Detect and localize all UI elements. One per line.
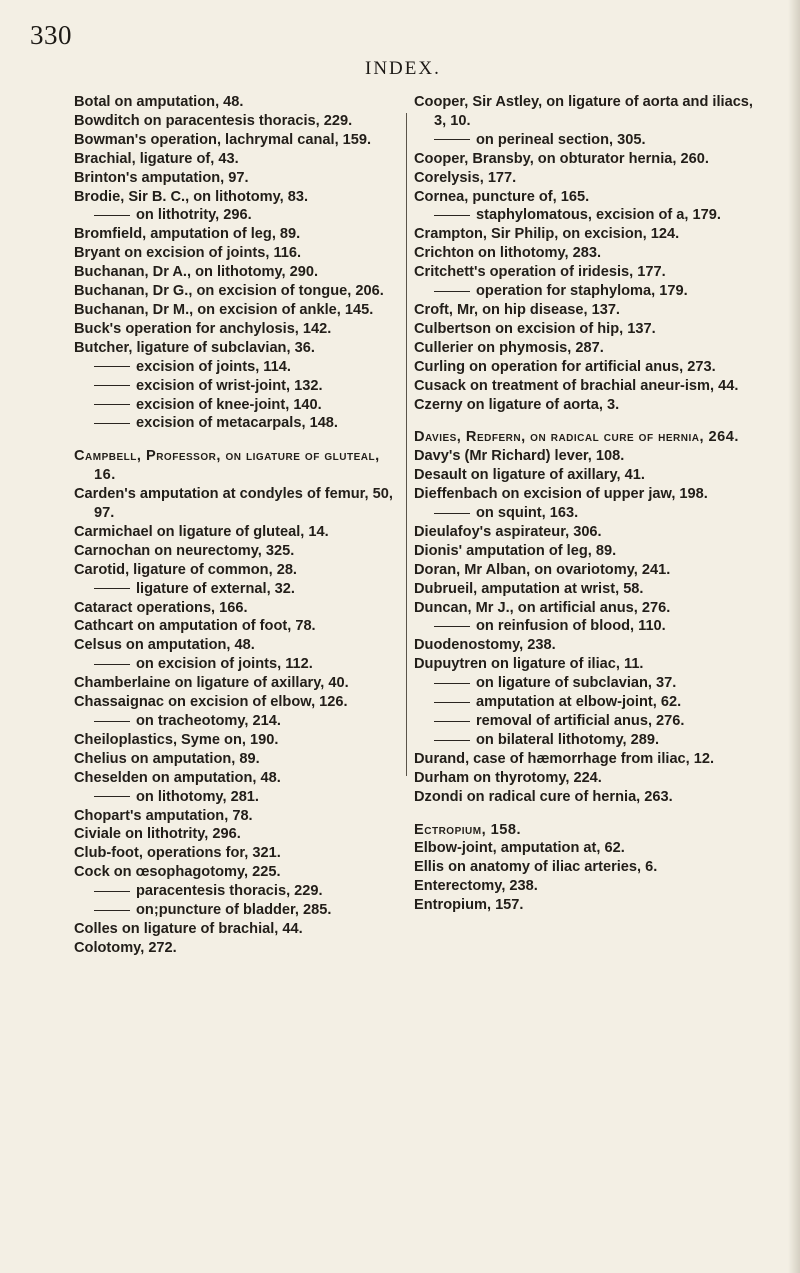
entry-text: on ligature of subclavian, 37.	[476, 675, 677, 692]
index-entry	[414, 320, 758, 339]
page-edge-shadow	[788, 0, 800, 1273]
entry-text: on squint, 163.	[476, 505, 579, 522]
index-entry	[74, 485, 400, 523]
index-entry	[74, 339, 400, 358]
index-entry	[74, 131, 400, 150]
entry-text: on lithotomy, 281.	[136, 788, 259, 805]
entry-text: Celsus on amputation, 48.	[74, 637, 255, 654]
entry-text: Croft, Mr, on hip disease, 137.	[414, 301, 620, 318]
index-entry	[74, 112, 400, 131]
ditto-dash	[434, 740, 470, 741]
index-column-left	[74, 93, 400, 958]
index-entry	[74, 320, 400, 339]
entry-text: Cornea, puncture of, 165.	[414, 188, 590, 205]
entry-text: Civiale on lithotrity, 296.	[74, 826, 241, 843]
entry-text: Ectropium, 158.	[414, 821, 522, 838]
entry-text: Cataract operations, 166.	[74, 599, 248, 616]
entry-text: excision of joints, 114.	[136, 358, 291, 375]
entry-text: excision of wrist-joint, 132.	[136, 377, 323, 394]
index-entry	[74, 617, 400, 636]
entry-text: Bowditch on paracentesis thoracis, 229.	[74, 112, 353, 129]
entry-text: on tracheotomy, 214.	[136, 713, 281, 729]
ditto-dash	[434, 513, 470, 514]
index-entry	[74, 523, 400, 542]
index-subentry	[414, 206, 758, 225]
entry-text: Cooper, Bransby, on obturator hernia, 260.	[414, 150, 709, 167]
index-entry	[74, 301, 400, 320]
index-entry	[414, 466, 758, 485]
index-entry	[74, 244, 400, 263]
index-entry	[74, 939, 400, 958]
entry-text: Cusack on treatment of brachial aneur-ism, 44.	[414, 377, 739, 394]
section-gap	[74, 433, 400, 447]
entry-text: Ellis on anatomy of iliac arteries, 6.	[414, 859, 658, 876]
entry-text: Duodenostomy, 238.	[414, 637, 556, 654]
entry-text: Butcher, ligature of subclavian, 36.	[74, 339, 315, 356]
ditto-dash	[94, 910, 130, 911]
entry-text: Chassaignac on excision of elbow, 126.	[74, 694, 348, 711]
index-entry	[414, 150, 758, 169]
index-column-right	[414, 93, 758, 915]
index-entry	[414, 599, 758, 618]
index-entry	[414, 225, 758, 244]
index-entry	[414, 839, 758, 858]
entry-text: Entropium, 157.	[414, 897, 524, 914]
ditto-dash	[94, 664, 130, 665]
entry-text: Colotomy, 272.	[74, 939, 177, 956]
index-entry	[74, 863, 400, 882]
index-entry	[414, 561, 758, 580]
index-entry	[74, 169, 400, 188]
entry-text: Curling on operation for artificial anus, 273.	[414, 358, 716, 375]
entry-text: Carden's amputation at condyles of femur, 50, 97.	[74, 486, 393, 522]
index-subentry	[74, 414, 400, 433]
entry-text: Bryant on excision of joints, 116.	[74, 245, 302, 262]
index-entry	[74, 150, 400, 169]
ditto-dash	[434, 702, 470, 703]
ditto-dash	[434, 683, 470, 684]
index-entry	[74, 542, 400, 561]
column-divider	[406, 113, 407, 776]
index-entry	[74, 844, 400, 863]
index-entry	[74, 282, 400, 301]
entry-text: Carnochan on neurectomy, 325.	[74, 542, 295, 559]
entry-text: Chamberlaine on ligature of axillary, 40.	[74, 675, 349, 692]
entry-text: Crichton on lithotomy, 283.	[414, 245, 602, 262]
index-entry	[414, 263, 758, 282]
index-subentry	[74, 655, 400, 674]
entry-text: Carmichael on ligature of gluteal, 14.	[74, 523, 329, 540]
entry-text: Buck's operation for anchylosis, 142.	[74, 320, 332, 337]
entry-text: Elbow-joint, amputation at, 62.	[414, 840, 625, 857]
index-entry	[74, 693, 400, 712]
entry-text: Dionis' amputation of leg, 89.	[414, 542, 617, 559]
entry-text: paracentesis thoracis, 229.	[136, 883, 323, 900]
ditto-dash	[94, 423, 130, 424]
index-entry	[414, 821, 758, 840]
index-entry	[414, 188, 758, 207]
entry-text: operation for staphyloma, 179.	[476, 283, 688, 300]
index-subentry	[414, 731, 758, 750]
entry-text: Dieulafoy's aspirateur, 306.	[414, 523, 602, 540]
entry-text: Dieffenbach on excision of upper jaw, 198.	[414, 486, 708, 503]
ditto-dash	[434, 139, 470, 140]
ditto-dash	[94, 215, 130, 216]
entry-text: Chelius on amputation, 89.	[74, 750, 260, 767]
entry-text: Bromfield, amputation of leg, 89.	[74, 226, 301, 243]
index-entry	[74, 188, 400, 207]
index-entry	[414, 93, 758, 131]
index-subentry	[74, 882, 400, 901]
index-entry	[414, 636, 758, 655]
ditto-dash	[94, 366, 130, 367]
entry-text: Carotid, ligature of common, 28.	[74, 561, 297, 578]
ditto-dash	[434, 215, 470, 216]
entry-text: Corelysis, 177.	[414, 169, 517, 186]
index-subentry	[74, 712, 400, 731]
index-subentry	[74, 580, 400, 599]
ditto-dash	[94, 721, 130, 722]
ditto-dash	[434, 626, 470, 627]
entry-text: Dubrueil, amputation at wrist, 58.	[414, 580, 644, 597]
index-entry	[414, 896, 758, 915]
index-entry	[414, 358, 758, 377]
index-entry	[74, 263, 400, 282]
ditto-dash	[94, 404, 130, 405]
index-entry	[74, 920, 400, 939]
entry-text: Club-foot, operations for, 321.	[74, 845, 281, 862]
index-subentry	[74, 901, 400, 920]
entry-text: Cheselden on amputation, 48.	[74, 769, 281, 786]
ditto-dash	[94, 796, 130, 797]
ditto-dash	[434, 721, 470, 722]
running-head: INDEX.	[365, 58, 441, 79]
index-subentry	[414, 131, 758, 150]
entry-text: Chopart's amputation, 78.	[74, 807, 253, 824]
index-entry	[414, 655, 758, 674]
ditto-dash	[94, 891, 130, 892]
ditto-dash	[434, 291, 470, 292]
index-entry	[74, 93, 400, 112]
index-entry	[74, 807, 400, 826]
entry-text: Cheiloplastics, Syme on, 190.	[74, 731, 279, 748]
page-number: 330	[30, 20, 72, 50]
entry-text: Durham on thyrotomy, 224.	[414, 769, 602, 786]
entry-text: Cathcart on amputation of foot, 78.	[74, 618, 316, 635]
entry-text: on reinfusion of blood, 110.	[476, 618, 666, 635]
section-gap	[414, 807, 758, 821]
index-entry	[414, 301, 758, 320]
index-subentry	[74, 206, 400, 225]
entry-text: Campbell, Professor, on ligature of gluteal, 16.	[74, 448, 380, 484]
entry-text: Critchett's operation of iridesis, 177.	[414, 264, 666, 281]
entry-text: removal of artificial anus, 276.	[476, 713, 685, 729]
entry-text: Brachial, ligature of, 43.	[74, 150, 239, 167]
entry-text: Cooper, Sir Astley, on ligature of aorta and iliacs, 3, 10.	[414, 94, 753, 129]
index-entry	[74, 674, 400, 693]
entry-text: Culbertson on excision of hip, 137.	[414, 320, 656, 337]
entry-text: Buchanan, Dr M., on excision of ankle, 145.	[74, 301, 374, 318]
entry-text: excision of knee-joint, 140.	[136, 396, 322, 413]
index-entry	[414, 788, 758, 807]
entry-text: Doran, Mr Alban, on ovariotomy, 241.	[414, 561, 671, 578]
section-gap	[414, 414, 758, 428]
index-subentry	[74, 377, 400, 396]
entry-text: on lithotrity, 296.	[136, 207, 252, 224]
index-entry	[74, 561, 400, 580]
entry-text: Czerny on ligature of aorta, 3.	[414, 396, 620, 413]
entry-text: Cock on œsophagotomy, 225.	[74, 864, 281, 881]
index-entry	[414, 858, 758, 877]
index-entry	[414, 377, 758, 396]
entry-text: Brodie, Sir B. C., on lithotomy, 83.	[74, 188, 309, 205]
index-subentry	[414, 712, 758, 731]
index-entry	[74, 447, 400, 485]
entry-text: Dzondi on radical cure of hernia, 263.	[414, 788, 673, 805]
index-subentry	[414, 504, 758, 523]
index-entry	[414, 169, 758, 188]
index-entry	[414, 523, 758, 542]
entry-text: Brinton's amputation, 97.	[74, 169, 249, 186]
index-entry	[414, 339, 758, 358]
entry-text: on;puncture of bladder, 285.	[136, 902, 332, 919]
index-entry	[74, 731, 400, 750]
entry-text: Enterectomy, 238.	[414, 878, 538, 895]
index-entry	[414, 447, 758, 466]
entry-text: Bowman's operation, lachrymal canal, 159.	[74, 131, 372, 148]
entry-text: on bilateral lithotomy, 289.	[476, 731, 659, 748]
index-entry	[74, 750, 400, 769]
index-entry	[414, 396, 758, 415]
index-entry	[414, 877, 758, 896]
entry-text: Davies, Redfern, on radical cure of hernia, 264.	[414, 429, 739, 446]
index-entry	[414, 750, 758, 769]
index-entry	[74, 636, 400, 655]
index-subentry	[414, 282, 758, 301]
entry-text: on excision of joints, 112.	[136, 656, 313, 673]
entry-text: Cullerier on phymosis, 287.	[414, 339, 604, 356]
entry-text: excision of metacarpals, 148.	[136, 415, 338, 432]
entry-text: Desault on ligature of axillary, 41.	[414, 467, 645, 484]
entry-text: ligature of external, 32.	[136, 580, 295, 597]
entry-text: Botal on amputation, 48.	[74, 94, 244, 110]
ditto-dash	[94, 588, 130, 589]
index-subentry	[74, 788, 400, 807]
entry-text: Crampton, Sir Philip, on excision, 124.	[414, 226, 680, 243]
index-subentry	[74, 396, 400, 415]
index-entry	[414, 485, 758, 504]
entry-text: Dupuytren on ligature of iliac, 11.	[414, 656, 644, 673]
entry-text: Davy's (Mr Richard) lever, 108.	[414, 448, 625, 465]
index-entry	[74, 599, 400, 618]
entry-text: staphylomatous, excision of a, 179.	[476, 207, 721, 224]
index-subentry	[414, 693, 758, 712]
index-entry	[74, 769, 400, 788]
index-entry	[414, 244, 758, 263]
entry-text: Buchanan, Dr G., on excision of tongue, 206.	[74, 283, 384, 300]
index-entry	[74, 825, 400, 844]
index-subentry	[74, 358, 400, 377]
entry-text: Duncan, Mr J., on artificial anus, 276.	[414, 599, 671, 616]
index-entry	[414, 769, 758, 788]
ditto-dash	[94, 385, 130, 386]
index-entry	[414, 580, 758, 599]
index-entry	[414, 428, 758, 447]
entry-text: Durand, case of hæmorrhage from iliac, 12.	[414, 750, 715, 767]
entry-text: Buchanan, Dr A., on lithotomy, 290.	[74, 264, 319, 281]
index-entry	[414, 542, 758, 561]
index-subentry	[414, 674, 758, 693]
entry-text: Colles on ligature of brachial, 44.	[74, 920, 303, 937]
entry-text: amputation at elbow-joint, 62.	[476, 694, 682, 711]
entry-text: on perineal section, 305.	[476, 131, 646, 148]
index-entry	[74, 225, 400, 244]
index-subentry	[414, 617, 758, 636]
